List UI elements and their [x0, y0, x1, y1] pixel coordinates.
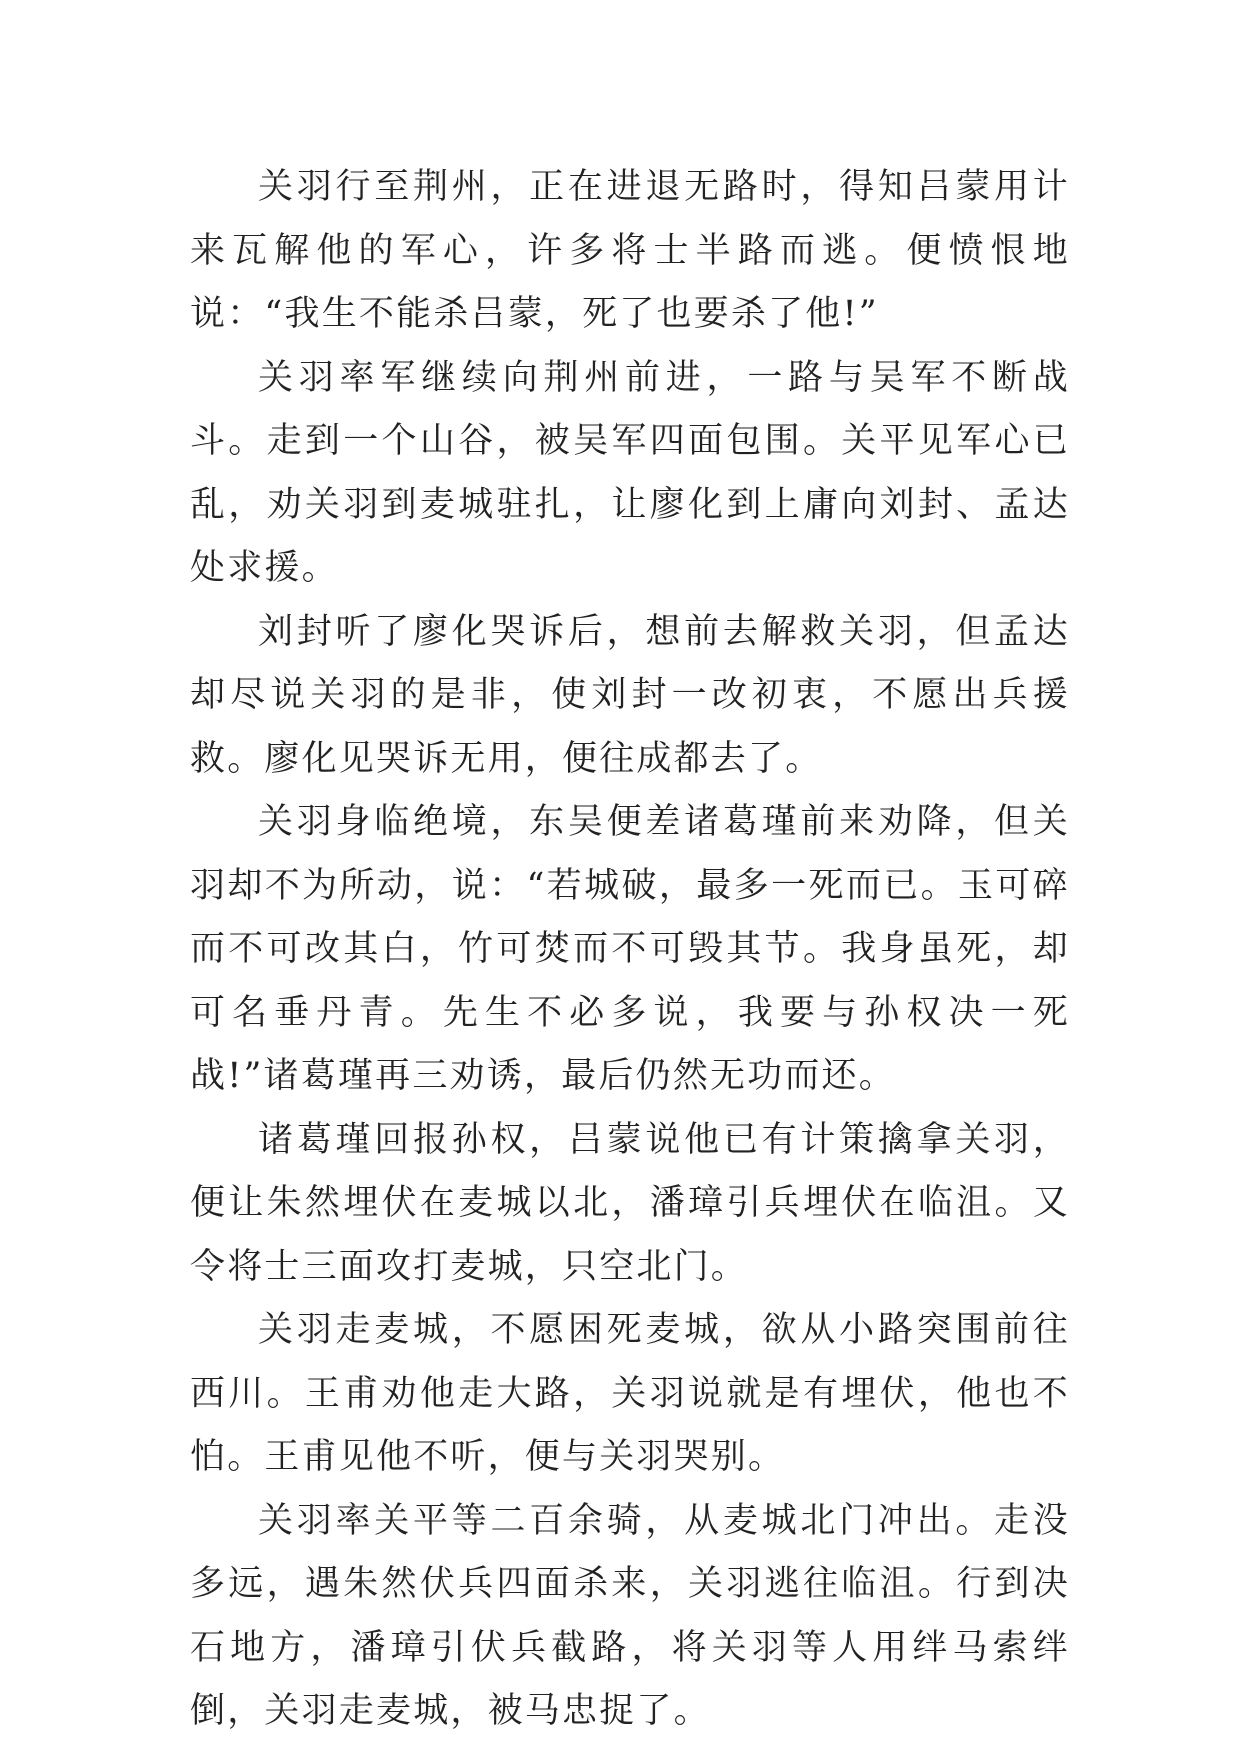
paragraph-1: 关羽行至荆州，正在进退无路时，得知吕蒙用计来瓦解他的军心，许多将士半路而逃。便愤恨地说：“我生不能杀吕蒙，死了也要杀了他!”	[190, 167, 1070, 334]
story-text	[190, 156, 1070, 1744]
paragraph-4: 关羽身临绝境，东吴便差诸葛瑾前来劝降，但关羽却不为所动，说：“若城破，最多一死而已。玉可碎而不可改其白，竹可焚而不可毁其节。我身虽死，却可名垂丹青。先生不必多说，我要与孙权决一死战!”诸葛瑾再三劝诱，最后仍然无功而还。	[190, 802, 1070, 1096]
paragraph-5: 诸葛瑾回报孙权，吕蒙说他已有计策擒拿关羽，便让朱然埋伏在麦城以北，潘璋引兵埋伏在临沮。又令将士三面攻打麦城，只空北门。	[190, 1119, 1070, 1287]
paragraph-3: 刘封听了廖化哭诉后，想前去解救关羽，但孟达却尽说关羽的是非，使刘封一改初衷，不愿出兵援救。廖化见哭诉无用，便往成都去了。	[190, 611, 1070, 779]
paragraph-7: 关羽率关平等二百余骑，从麦城北门冲出。走没多远，遇朱然伏兵四面杀来，关羽逃往临沮。行到决石地方，潘璋引伏兵截路，将关羽等人用绊马索绊倒，关羽走麦城，被马忠捉了。	[190, 1500, 1070, 1731]
paragraph-6: 关羽走麦城，不愿困死麦城，欲从小路突围前往西川。王甫劝他走大路，关羽说就是有埋伏，他也不怕。王甫见他不听，便与关羽哭别。	[190, 1310, 1070, 1477]
paragraph-2: 关羽率军继续向荆州前进，一路与吴军不断战斗。走到一个山谷，被吴军四面包围。关平见军心已乱，劝关羽到麦城驻扎，让廖化到上庸向刘封、孟达处求援。	[190, 357, 1070, 588]
